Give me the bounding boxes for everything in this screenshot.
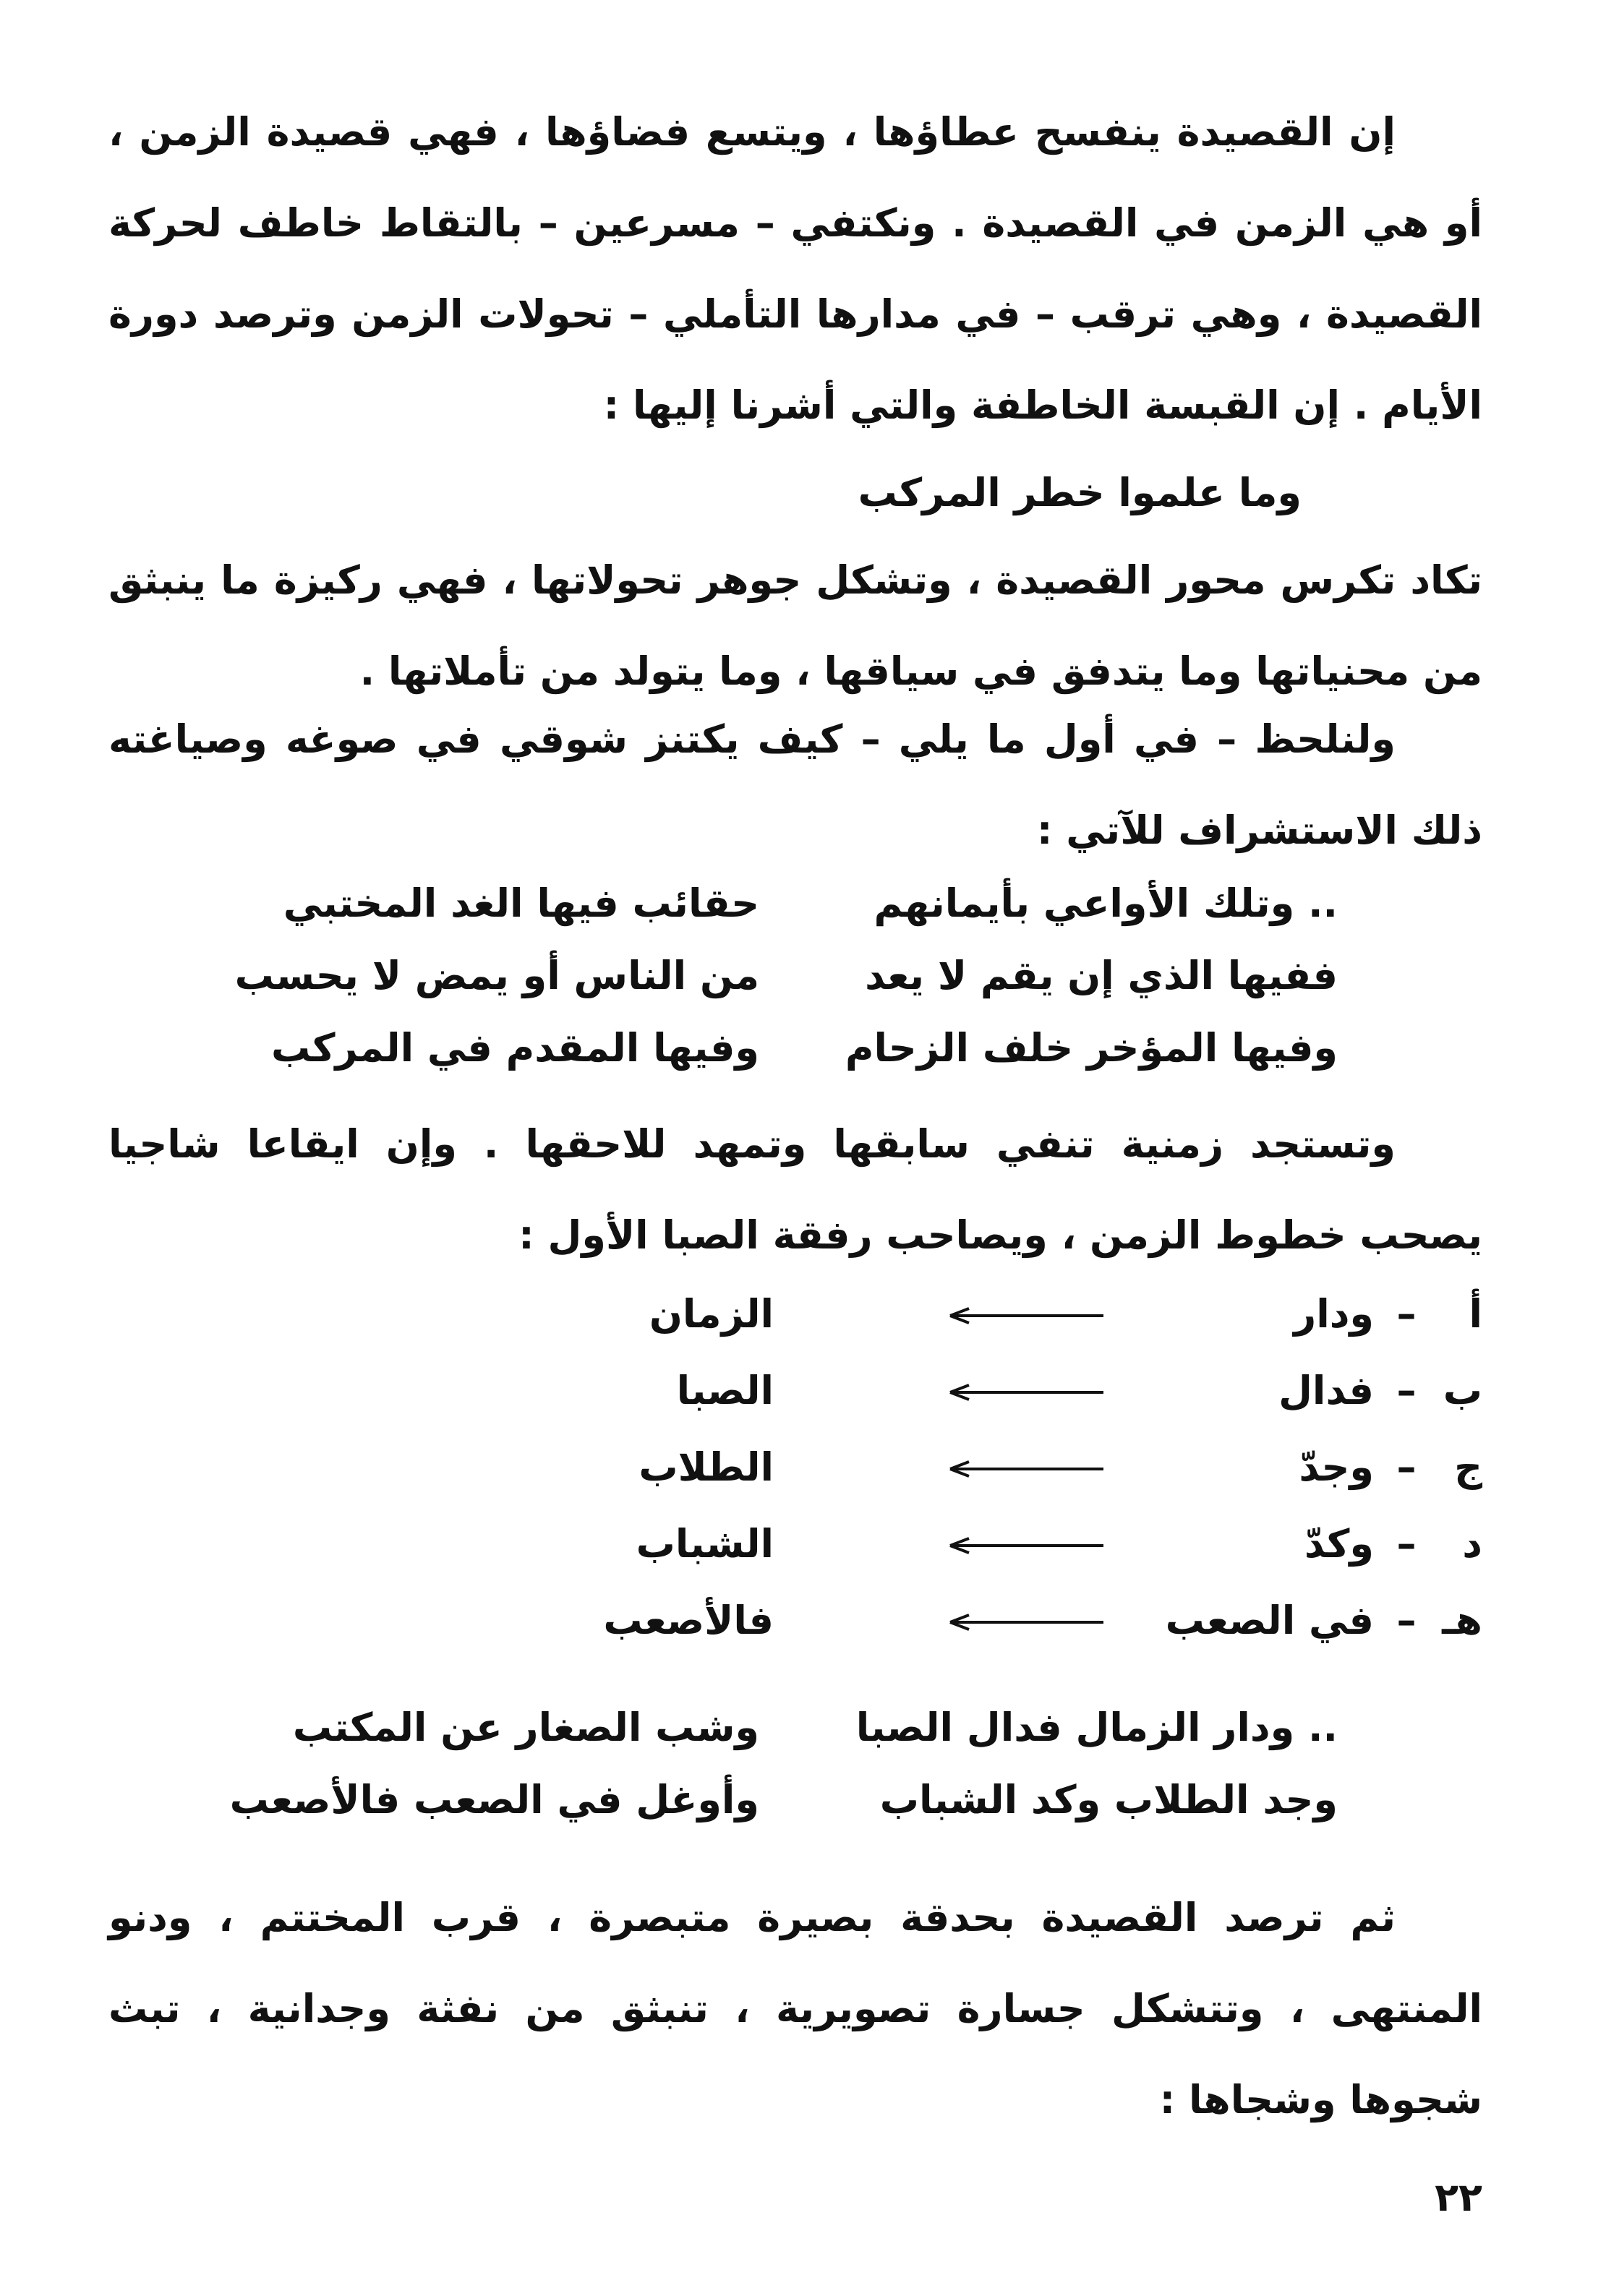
verse-line <box>108 940 1338 1012</box>
mapping-row <box>108 1582 1482 1659</box>
verse-first-hemistich: ففيها الذي إن يقم لا يعد <box>865 953 1338 998</box>
paragraph-closing: ثم ترصد القصيدة بحدقة بصيرة متبصرة ، قرب المختتم ، ودنو المنتهى ، وتتشكل جسارة تصويرية ، تنبثق من نفثة وجدانية ، تبث شجوها وشجاها : <box>108 1895 1482 2122</box>
mapping-word: وكدّ <box>1304 1521 1374 1567</box>
mapping-dash: – <box>1396 1444 1417 1490</box>
verse-first-hemistich: .. ودار الزمال فدال الصبا <box>855 1705 1338 1750</box>
mapping-letter: د <box>1462 1521 1482 1567</box>
mapping-letter: ب <box>1443 1368 1482 1413</box>
mapping-word: وجدّ <box>1299 1444 1374 1490</box>
left-arrow-icon <box>947 1535 1106 1556</box>
verse-line <box>108 1764 1338 1836</box>
mapping-word: في الصعب <box>1165 1598 1374 1643</box>
paragraph-intro: إن القصيدة ينفسح عطاؤها ، ويتسع فضاؤها ، فهي قصيدة الزمن ، أو هي الزمن في القصيدة . ونكتفي – مسرعين – بالتقاط خاطف لحركة القصيدة ، وهي ترقب – في مدارها التأملي – تحولات الزمن وترصد دورة الأيام . إن القبسة الخاطفة والتي أشرنا إليها : <box>108 109 1482 428</box>
paragraph-rhythm: وتستجد زمنية تنفي سابقها وتمهد للاحقها . وإن ايقاعا شاجيا يصحب خطوط الزمن ، ويصاحب رفقة الصبا الأول : <box>108 1121 1482 1258</box>
mapping-word: فدال <box>1278 1368 1374 1413</box>
verse-block-1 <box>108 868 1338 1084</box>
verse-first-hemistich: وجد الطلاب وكد الشباب <box>879 1777 1338 1822</box>
mapping-row <box>108 1429 1482 1506</box>
mapping-dash: – <box>1396 1291 1417 1337</box>
verse-second-hemistich: من الناس أو يمض لا يحسب <box>234 953 759 998</box>
mapping-target: الشباب <box>636 1521 774 1567</box>
mapping-row <box>108 1276 1482 1353</box>
mapping-dash: – <box>1396 1598 1417 1643</box>
verse-second-hemistich: حقائب فيها الغد المختبي <box>283 881 759 926</box>
left-arrow-icon <box>947 1458 1106 1480</box>
verse-block-2 <box>108 1692 1338 1836</box>
mapping-dash: – <box>1396 1521 1417 1567</box>
verse-line <box>108 868 1338 940</box>
mapping-dash: – <box>1396 1368 1417 1413</box>
mapping-letter: ج <box>1454 1444 1482 1490</box>
mapping-row <box>108 1353 1482 1429</box>
mapping-row <box>108 1506 1482 1582</box>
verse-line <box>108 1692 1338 1764</box>
page-number: ٢٢ <box>1435 2175 1482 2220</box>
paragraph-axis: تكاد تكرس محور القصيدة ، وتشكل جوهر تحولاتها ، فهي ركيزة ما ينبثق من محنياتها وما يتدفق في سياقها ، وما يتولد من تأملاتها . <box>108 557 1482 694</box>
verse-second-hemistich: وفيها المقدم في المركب <box>270 1025 759 1071</box>
word-mapping-list <box>108 1276 1482 1659</box>
document-page <box>108 87 1482 2227</box>
verse-second-hemistich: وشب الصغار عن المكتب <box>292 1705 759 1750</box>
mapping-letter: هـ <box>1442 1598 1482 1643</box>
mapping-word: ودار <box>1294 1291 1374 1337</box>
left-arrow-icon <box>947 1305 1106 1327</box>
paragraph-foresight: ولنلحظ – في أول ما يلي – كيف يكتنز شوقي في صوغه وصياغته ذلك الاستشراف للآتي : <box>108 716 1482 853</box>
mapping-letter: أ <box>1469 1291 1482 1337</box>
verse-first-hemistich: .. وتلك الأواعي بأيمانهم <box>874 881 1338 926</box>
quoted-hemistich: وما علموا خطر المركب <box>858 470 1302 515</box>
mapping-target: الزمان <box>649 1291 774 1337</box>
mapping-target: الطلاب <box>638 1444 774 1490</box>
mapping-target: الصبا <box>676 1368 774 1413</box>
verse-second-hemistich: وأوغل في الصعب فالأصعب <box>229 1777 759 1822</box>
verse-line <box>108 1012 1338 1084</box>
mapping-target: فالأصعب <box>603 1598 774 1643</box>
left-arrow-icon <box>947 1382 1106 1403</box>
left-arrow-icon <box>947 1611 1106 1633</box>
verse-first-hemistich: وفيها المؤخر خلف الزحام <box>845 1025 1338 1071</box>
